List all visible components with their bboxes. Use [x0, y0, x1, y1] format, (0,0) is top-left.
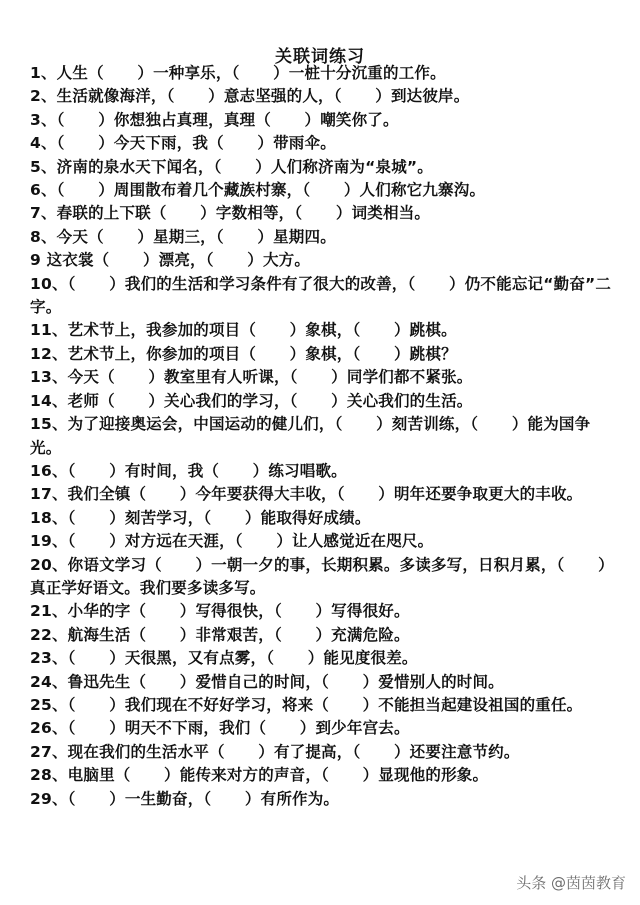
question-item: 24、鲁迅先生（ ）爱惜自己的时间，（ ）爱惜别人的时间。: [30, 672, 504, 691]
question-item: 25、（ ）我们现在不好好学习，将来（ ）不能担当起建设祖国的重任。: [30, 695, 583, 714]
question-item: 15、为了迎接奥运会，中国运动的健儿们，（ ）刻苦训练，（ ）能为国争光。: [30, 415, 591, 457]
question-item: 27、现在我们的生活水平（ ）有了提高，（ ）还要注意节约。: [30, 742, 520, 761]
question-item: 22、航海生活（ ）非常艰苦，（ ）充满危险。: [30, 625, 410, 644]
question-item: 2、生活就像海洋，（ ）意志坚强的人，（ ）到达彼岸。: [30, 87, 470, 106]
question-item: 13、今天（ ）教室里有人听课，（ ）同学们都不紧张。: [30, 368, 473, 387]
question-item: 1、人生（ ）一种享乐，（ ）一桩十分沉重的工作。: [30, 64, 446, 82]
question-item: 7、春联的上下联（ ）字数相等，（ ）词类相当。: [30, 204, 431, 223]
question-item: 3、（ ）你想独占真理，真理（ ）嘲笑你了。: [30, 110, 399, 129]
question-item: 20、你语文学习（ ）一朝一夕的事，长期积累。多读多写，日积月累，（ ）真正学好语文。我们要多读多写。: [30, 555, 614, 597]
watermark: [516, 872, 626, 893]
question-item: 23、（ ）天很黑，又有点雾，（ ）能见度很差。: [30, 649, 418, 668]
page-title: 关联词练习: [275, 47, 365, 67]
question-item: 28、电脑里（ ）能传来对方的声音，（ ）显现他的形象。: [30, 766, 489, 785]
question-item: 17、我们全镇（ ）今年要获得大丰收，（ ）明年还要争取更大的丰收。: [30, 485, 583, 504]
watermark-text: 头条 @茵茵教育: [516, 874, 626, 892]
question-list: [30, 62, 620, 811]
question-item: 18、（ ）刻苦学习，（ ）能取得好成绩。: [30, 508, 371, 527]
question-item: 29、（ ）一生勤奋，（ ）有所作为。: [30, 789, 340, 808]
question-item: 10、（ ）我们的生活和学习条件有了很大的改善，（ ）仍不能忘记“勤奋”二字。: [30, 274, 612, 317]
question-item: 8、今天（ ）星期三，（ ）星期四。: [30, 227, 336, 246]
question-item: 4、（ ）今天下雨，我（ ）带雨伞。: [30, 134, 336, 153]
question-item: 14、老师（ ）关心我们的学习，（ ）关心我们的生活。: [30, 391, 473, 410]
question-item: 16、（ ）有时间，我（ ）练习唱歌。: [30, 461, 347, 480]
question-item: 6、（ ）周围散布着几个藏族村寨，（ ）人们称它九寨沟。: [30, 181, 486, 200]
question-item: 5、济南的泉水天下闻名，（ ）人们称济南为“泉城”。: [30, 157, 433, 176]
question-item: 12、艺术节上，你参加的项目（ ）象棋，（ ）跳棋？: [30, 344, 457, 363]
question-item: 19、（ ）对方远在天涯，（ ）让人感觉近在咫尺。: [30, 532, 434, 551]
question-item: 9 这衣裳（ ）漂亮，（ ）大方。: [30, 251, 311, 270]
question-item: 11、艺术节上，我参加的项目（ ）象棋，（ ）跳棋。: [30, 321, 457, 340]
question-item: 21、小华的字（ ）写得很快，（ ）写得很好。: [30, 602, 410, 621]
question-item: 26、（ ）明天不下雨，我们（ ）到少年宫去。: [30, 719, 410, 738]
